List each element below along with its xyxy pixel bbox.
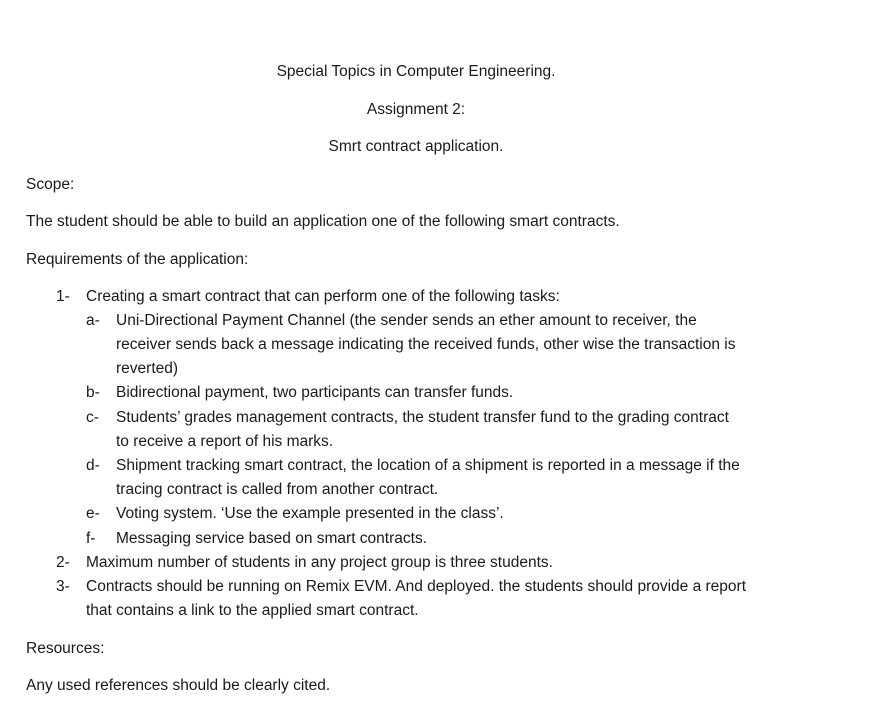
requirement-2-line-1: Maximum number of students in any project group is three students.: [86, 554, 553, 571]
subitem-a-line-3: reverted): [116, 360, 179, 377]
subitem-f-line-1: Messaging service based on smart contracts.: [116, 530, 427, 547]
scope-heading: Scope:: [26, 176, 75, 193]
resources-heading: Resources:: [26, 640, 105, 657]
requirements-heading: Requirements of the application:: [26, 251, 249, 268]
sub-marker-b: b-: [86, 384, 100, 401]
list-marker-2: 2-: [56, 554, 70, 571]
sub-marker-a: a-: [86, 312, 100, 329]
subitem-d-line-2: tracing contract is called from another contract.: [116, 481, 439, 498]
requirement-3-line-1: Contracts should be running on Remix EVM. And deployed. the students should provide a report: [86, 578, 747, 595]
subitem-e-line-1: Voting system. ‘Use the example presented in the class’.: [116, 505, 504, 522]
subitem-d-line-1: Shipment tracking smart contract, the location of a shipment is reported in a message if the: [116, 457, 740, 474]
subitem-c-line-2: to receive a report of his marks.: [116, 433, 334, 450]
sub-marker-d: d-: [86, 457, 100, 474]
sub-marker-f: f-: [86, 530, 96, 547]
sub-marker-c: c-: [86, 409, 99, 426]
assignment-subtitle: Smrt contract application.: [328, 138, 504, 155]
subitem-a-line-2: receiver sends back a message indicating the received funds, other wise the transaction is: [116, 336, 736, 353]
subitem-a-line-1: Uni-Directional Payment Channel (the sender sends an ether amount to receiver, the: [116, 312, 697, 329]
sub-marker-e: e-: [86, 505, 100, 522]
requirement-1-text: Creating a smart contract that can perform one of the following tasks:: [86, 288, 560, 305]
scope-text: The student should be able to build an application one of the following smart contracts.: [26, 213, 620, 230]
assignment-title: Assignment 2:: [366, 101, 466, 118]
resources-text: Any used references should be clearly cited.: [26, 677, 331, 694]
list-marker-1: 1-: [56, 288, 70, 305]
requirement-3-line-2: that contains a link to the applied smart contract.: [86, 602, 419, 619]
subitem-c-line-1: Students’ grades management contracts, the student transfer fund to the grading contract: [116, 409, 729, 426]
course-title: Special Topics in Computer Engineering.: [276, 63, 556, 80]
list-marker-3: 3-: [56, 578, 70, 595]
subitem-b-line-1: Bidirectional payment, two participants can transfer funds.: [116, 384, 514, 401]
